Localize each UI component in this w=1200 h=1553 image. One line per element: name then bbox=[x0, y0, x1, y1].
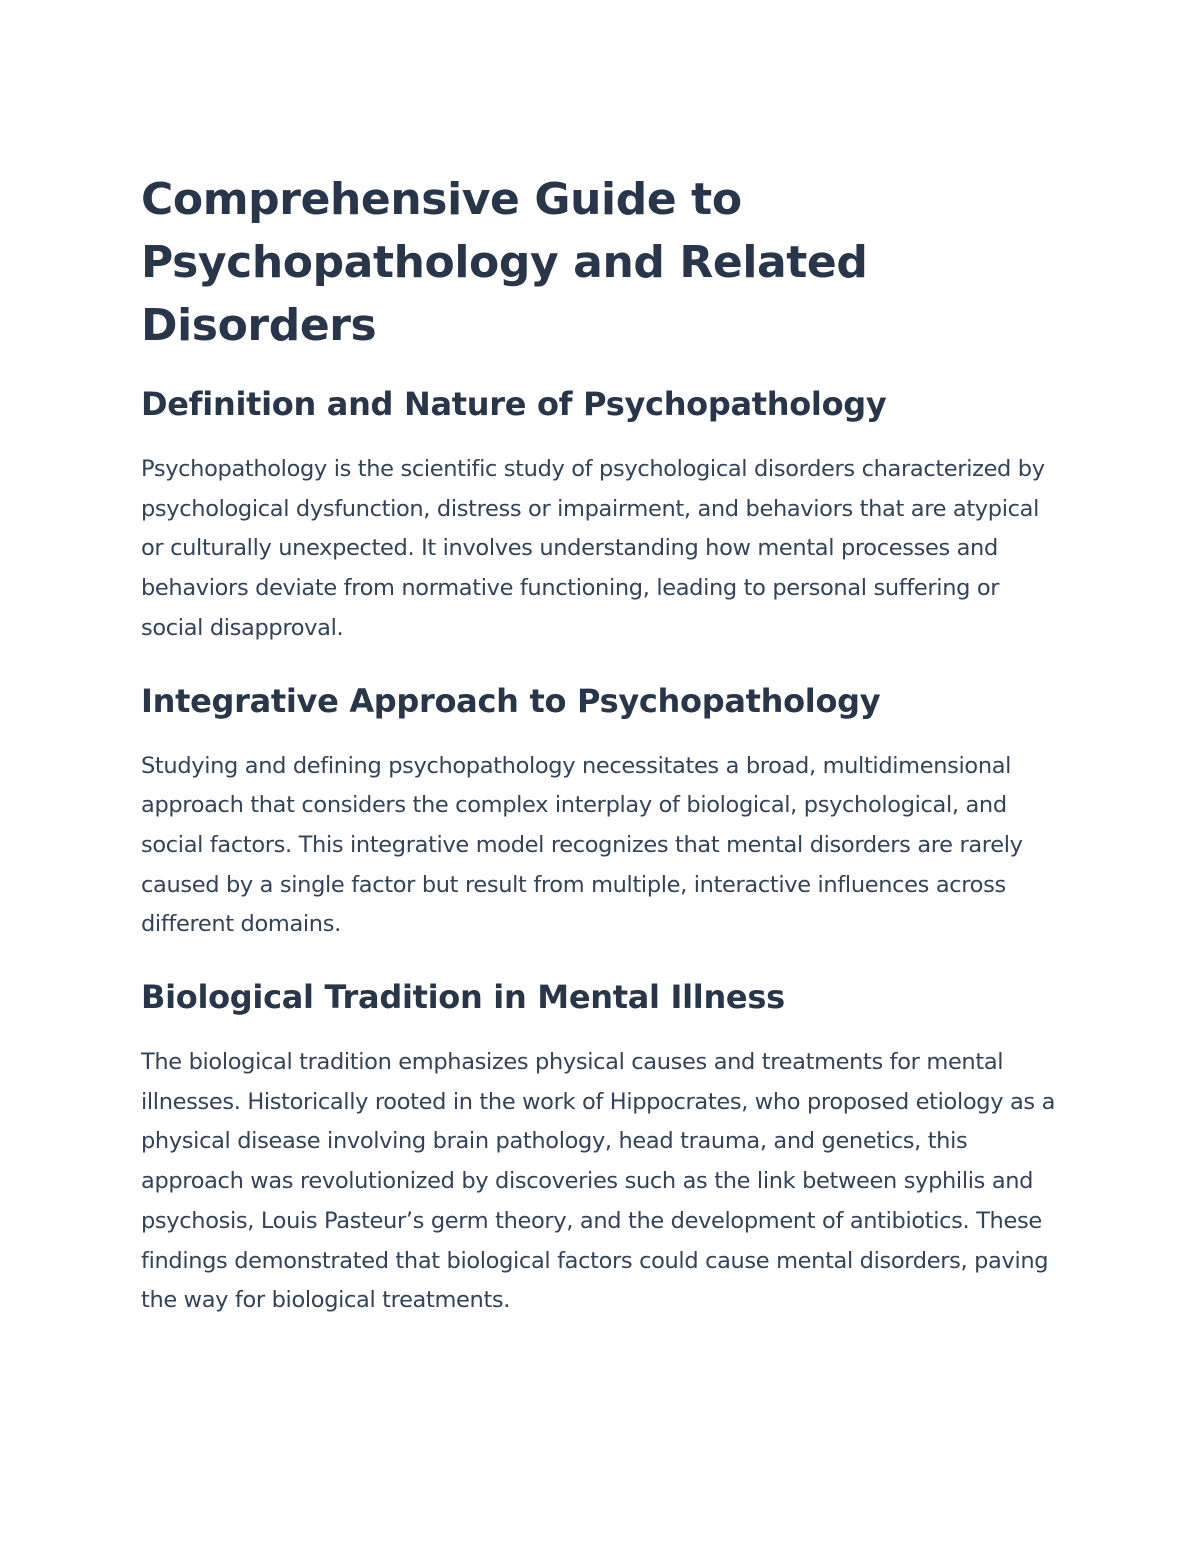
section-paragraph: Psychopathology is the scientific study of psychological disorders characterized by psychological dysfunction, distress or impairment, and behaviors that are atypical or culturally unexpected. It involves understanding how mental processes and behaviors deviate from normative functioning, leading to personal suffering or social disapproval. bbox=[141, 456, 1045, 641]
section-biological-tradition bbox=[141, 976, 1056, 1321]
section-heading: Integrative Approach to Psychopathology bbox=[141, 681, 881, 720]
section-heading: Definition and Nature of Psychopathology bbox=[141, 385, 887, 423]
section-paragraph: Studying and defining psychopathology necessitates a broad, multidimensional approach that considers the complex interplay of biological, psychological, and social factors. This integrative model recognizes that mental disorders are rarely caused by a single factor but result from multiple, interactive influences across different domains. bbox=[141, 752, 1023, 938]
section-integrative-approach bbox=[141, 680, 1056, 946]
document-page bbox=[141, 168, 1056, 1321]
section-paragraph: The biological tradition emphasizes physical causes and treatments for mental illnesses. Historically rooted in the work of Hippocrates, who proposed etiology as a physical disease involving brain pathology, head trauma, and genetics, this approach was revolutionized by discoveries such as the link between syphilis and psychosis, Louis Pasteur’s germ theory, and the development of antibiotics. These findings demonstrated that biological factors could cause mental disorders, paving the way for biological treatments. bbox=[141, 1049, 1056, 1314]
document-title: Comprehensive Guide to Psychopathology and Related Disorders bbox=[141, 174, 868, 351]
section-definition bbox=[141, 383, 1056, 649]
section-heading: Biological Tradition in Mental Illness bbox=[141, 978, 785, 1017]
